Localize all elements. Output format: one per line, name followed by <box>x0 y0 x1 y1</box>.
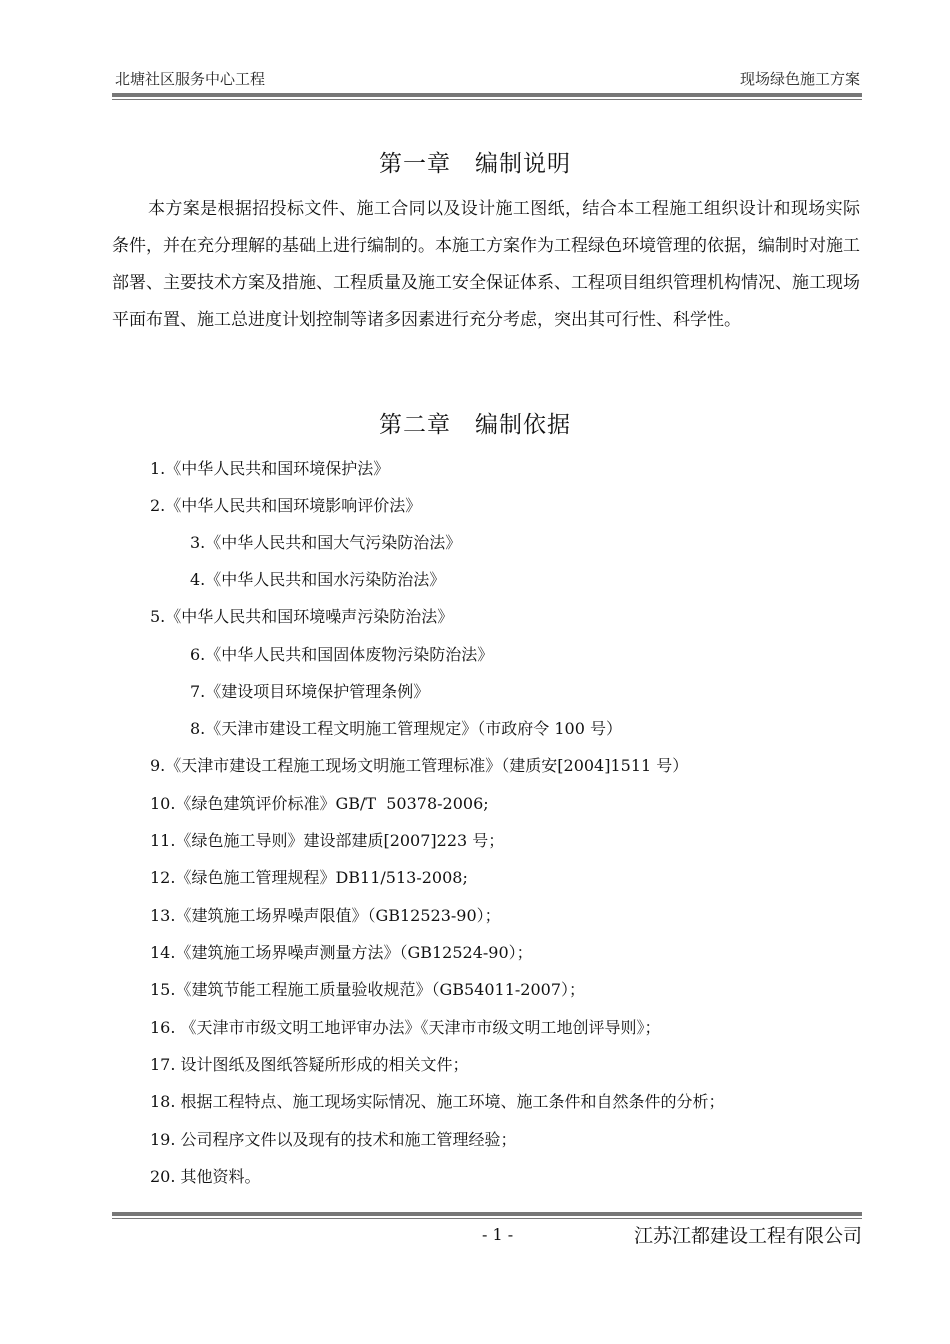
reference-item-14: 14.《建筑施工场界噪声测量方法》（GB12524-90）； <box>150 943 533 962</box>
reference-item-15: 15.《建筑节能工程施工质量验收规范》（GB54011-2007）； <box>150 980 586 999</box>
reference-item-9: 9.《天津市建设工程施工现场文明施工管理标准》（建质安[2004]1511 号） <box>150 756 689 775</box>
reference-item-7: 7.《建设项目环境保护管理条例》 <box>190 682 430 701</box>
header-document-title: 现场绿色施工方案 <box>739 70 860 88</box>
reference-item-2: 2.《中华人民共和国环境影响评价法》 <box>150 496 422 515</box>
reference-item-1: 1.《中华人民共和国环境保护法》 <box>150 459 390 478</box>
footer-company-name: 江苏江都建设工程有限公司 <box>633 1225 862 1247</box>
page-header <box>112 66 862 100</box>
footer-rule-thin <box>112 1218 862 1219</box>
reference-item-12: 12.《绿色施工管理规程》DB11/513-2008; <box>150 868 468 887</box>
reference-item-16: 16. 《天津市市级文明工地评审办法》《天津市市级文明工地创评导则》； <box>150 1018 661 1037</box>
reference-item-19: 19. 公司程序文件以及现有的技术和施工管理经验； <box>150 1130 517 1149</box>
chapter1-body: 本方案是根据招投标文件、施工合同以及设计施工图纸，结合本工程施工组织设计和现场实际条件，并在充分理解的基础上进行编制的。本施工方案作为工程绿色环境管理的依据，编制时对施工部署、主要技术方案及措施、工程质量及施工安全保证体系、工程项目组织管理机构情况、施工现场平面布置、施工总进度计划控制等诸多因素进行充分考虑，突出其可行性、科学性。 <box>112 199 860 330</box>
reference-item-20: 20. 其他资料。 <box>150 1167 261 1186</box>
header-rule-thick <box>112 93 862 97</box>
reference-item-10: 10.《绿色建筑评价标准》GB/T 50378-2006; <box>150 794 489 813</box>
reference-item-17: 17. 设计图纸及图纸答疑所形成的相关文件； <box>150 1055 469 1074</box>
reference-item-11: 11.《绿色施工导则》建设部建质[2007]223 号； <box>150 831 505 850</box>
footer-rule-thick <box>112 1212 862 1216</box>
reference-item-6: 6.《中华人民共和国固体废物污染防治法》 <box>190 645 494 664</box>
page-footer <box>112 1212 862 1252</box>
chapter1-title: 第一章 编制说明 <box>379 151 571 177</box>
header-project-name: 北塘社区服务中心工程 <box>115 70 266 88</box>
page-number: - 1 - <box>482 1225 514 1244</box>
reference-item-4: 4.《中华人民共和国水污染防治法》 <box>190 570 446 589</box>
reference-item-5: 5.《中华人民共和国环境噪声污染防治法》 <box>150 607 454 626</box>
reference-item-8: 8.《天津市建设工程文明施工管理规定》（市政府令 100 号） <box>190 719 622 738</box>
chapter2-title: 第二章 编制依据 <box>379 412 571 438</box>
header-rule-thin <box>112 99 862 100</box>
reference-item-18: 18. 根据工程特点、施工现场实际情况、施工环境、施工条件和自然条件的分析； <box>150 1092 725 1111</box>
reference-item-13: 13.《建筑施工场界噪声限值》（GB12523-90）； <box>150 906 501 925</box>
reference-item-3: 3.《中华人民共和国大气污染防治法》 <box>190 533 462 552</box>
